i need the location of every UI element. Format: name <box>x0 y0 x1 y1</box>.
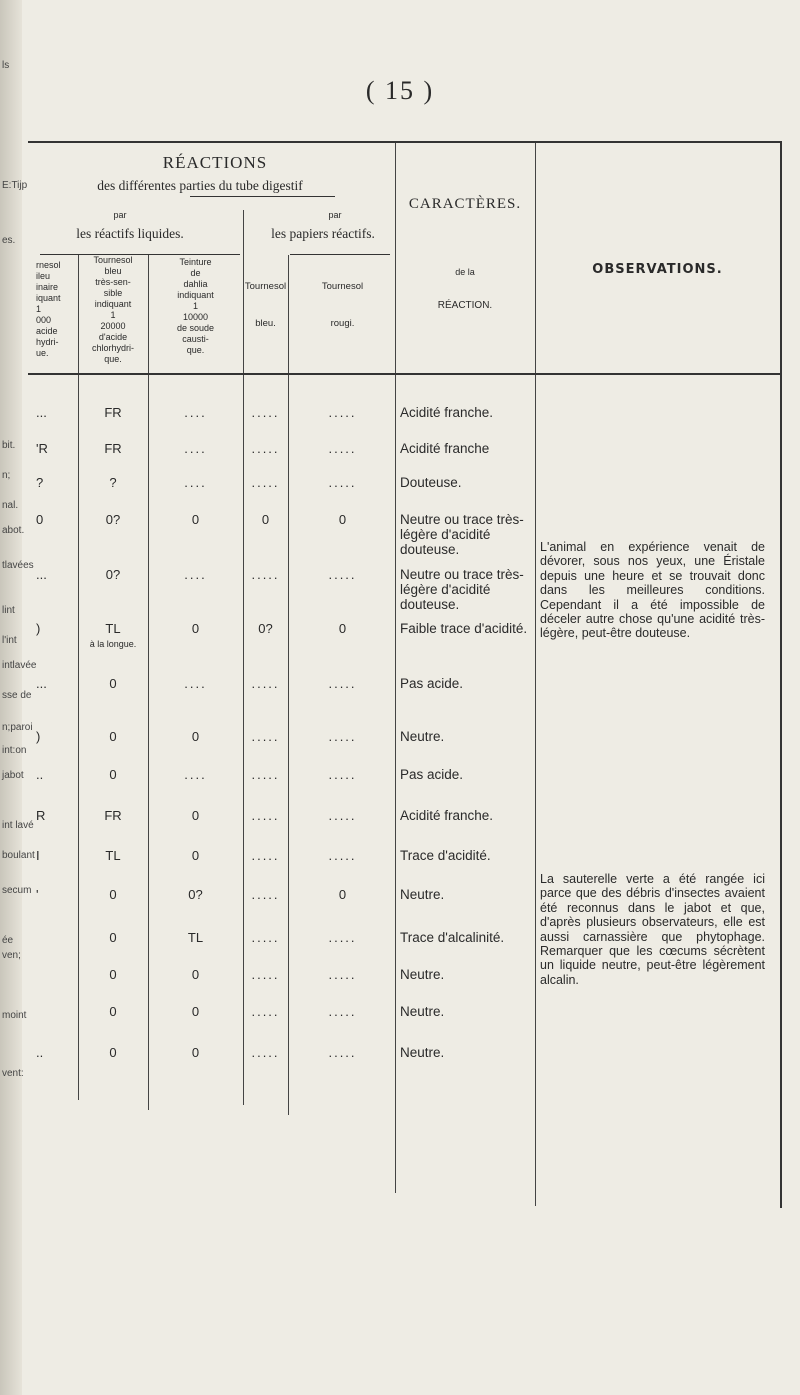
cell-col-b: FR <box>104 405 122 420</box>
cell-caracteres: Trace d'acidité. <box>400 848 491 863</box>
header-line: 000 <box>36 315 52 325</box>
header-line: Tournesol <box>93 255 133 265</box>
header-line: 10000 <box>182 312 209 322</box>
header-line: d'acide <box>98 332 128 342</box>
margin-fragment: n;paroi <box>2 722 33 733</box>
cell-col-c: TL <box>187 930 204 945</box>
cell-col-c: 0 <box>191 1045 200 1060</box>
header-line: 1 <box>192 301 198 311</box>
cell-col-a: ) <box>36 729 41 744</box>
cell-col-b: 0 <box>109 729 117 744</box>
cell-caracteres: Acidité franche. <box>400 405 494 420</box>
header-line: iquant <box>36 293 61 303</box>
cell-col-d: ..... <box>251 967 280 982</box>
cell-col-e: ..... <box>328 1004 357 1019</box>
cell-col-c: 0 <box>191 729 200 744</box>
cell-caracteres: Pas acide. <box>400 676 464 691</box>
cell-caracteres: Acidité franche <box>400 441 490 456</box>
cell-col-e: ..... <box>328 676 357 691</box>
reactions-subtitle: des différentes parties du tube digestif <box>97 178 303 193</box>
cell-col-c: 0 <box>191 512 200 527</box>
cell-col-e: ..... <box>328 1045 357 1060</box>
header-line: causti- <box>182 334 209 344</box>
header-line: Teinture <box>179 257 212 267</box>
margin-fragment: bit. <box>2 440 16 451</box>
column-a-header <box>36 260 76 359</box>
observation-first: L'animal en expérience venait de dévorer, sous nos yeux, une Éristale depuis une heure et se trouvait donc dans les meilleures conditions. Cependant il a été impossible de déceler autre chose qu'une acidité très-légère, peut-être douteuse. <box>540 540 765 641</box>
margin-fragment: jabot <box>2 770 24 781</box>
col-divider-f <box>535 143 536 1206</box>
cell-col-d: ..... <box>251 808 280 823</box>
margin-fragment: boulant <box>2 850 35 861</box>
cell-col-b: 0? <box>105 512 121 527</box>
margin-fragment: lint <box>2 605 15 616</box>
caracteres-title: CARACTÈRES. <box>408 196 522 212</box>
cell-col-b: TL <box>105 621 121 636</box>
cell-col-e: ..... <box>328 567 357 582</box>
cell-col-a: R <box>36 808 46 823</box>
cell-col-a: .. <box>36 1045 44 1060</box>
cell-col-d: ..... <box>251 405 280 420</box>
header-line: indiquant <box>94 299 132 309</box>
cell-col-e: ..... <box>328 729 357 744</box>
cell-col-c: .... <box>184 767 207 782</box>
cell-col-b: 0 <box>109 676 117 691</box>
cell-col-c: 0 <box>191 808 200 823</box>
col-divider-d <box>288 255 289 1115</box>
page-number: ( 15 ) <box>365 76 435 105</box>
cell-col-b: 0 <box>109 1004 117 1019</box>
header-line: ileu <box>36 271 51 281</box>
cell-col-e: ..... <box>328 441 357 456</box>
cell-col-d: ..... <box>251 930 280 945</box>
margin-fragment: es. <box>2 235 16 246</box>
reactions-title: RÉACTIONS <box>162 153 268 172</box>
header-line: de soude <box>176 323 215 333</box>
cell-col-d: ..... <box>251 1045 280 1060</box>
cell-col-e: 0 <box>338 621 347 636</box>
papers-underline <box>290 254 390 255</box>
cell-col-d: ..... <box>251 887 280 902</box>
par-papers-label: par <box>328 210 342 220</box>
header-line: très-sen- <box>95 277 131 287</box>
cell-col-b: FR <box>104 808 122 823</box>
cell-col-b: 0 <box>109 767 117 782</box>
margin-fragment: l'int <box>2 635 17 646</box>
header-line: chlorhydri- <box>91 343 134 353</box>
header-line: 20000 <box>100 321 126 331</box>
cell-col-a: 'R <box>36 441 48 456</box>
cell-col-b: 0 <box>109 1045 117 1060</box>
observation-second: La sauterelle verte a été rangée ici parce que des débris d'insectes avaient été reconnus dans le jabot et que, d'après plusieurs observateurs, elle est aussi carnassière que phytophage. Remarquer que les cœcums sécrètent un liquide neutre, peut-être légèrement alcalin. <box>540 872 765 987</box>
header-bottom-rule <box>28 373 780 375</box>
header-line: ue. <box>36 348 49 358</box>
header-line: inaire <box>36 282 59 292</box>
cell-col-e: ..... <box>328 405 357 420</box>
margin-fragment: secum <box>2 885 32 896</box>
cell-col-b: 0 <box>109 967 117 982</box>
column-c-header <box>148 257 243 356</box>
cell-col-a: ? <box>36 475 44 490</box>
margin-fragment: ls <box>2 60 10 71</box>
header-line: 1 <box>36 304 42 314</box>
cell-col-a: ... <box>36 567 47 582</box>
liquid-reagents-label: les réactifs liquides. <box>76 226 184 241</box>
cell-col-c: .... <box>184 567 207 582</box>
cell-col-b: 0 <box>109 930 117 945</box>
margin-fragment: ven; <box>2 950 21 961</box>
margin-fragment: ée <box>2 935 14 946</box>
cell-col-b: 0? <box>105 567 121 582</box>
cell-col-b: TL <box>105 848 121 863</box>
top-brace-line <box>190 196 335 197</box>
header-line: que. <box>104 354 122 364</box>
cell-caracteres: Neutre. <box>400 729 445 744</box>
column-d-header-2: bleu. <box>255 318 276 329</box>
cell-col-d: 0? <box>258 621 273 636</box>
cell-caracteres: Acidité franche. <box>400 808 494 823</box>
cell-col-d: ..... <box>251 1004 280 1019</box>
cell-caracteres: Trace d'alcalinité. <box>400 930 505 945</box>
header-line: hydri- <box>36 337 59 347</box>
cell-col-c: 0 <box>191 621 200 636</box>
cell-caracteres: Neutre. <box>400 887 445 902</box>
cell-col-b: ? <box>109 475 117 490</box>
cell-col-e: ..... <box>328 848 357 863</box>
observations-title: OBSERVATIONS. <box>592 262 723 277</box>
margin-fragment: tlavées <box>2 560 34 571</box>
margin-fragment: int:on <box>2 745 27 756</box>
cell-col-d: 0 <box>261 512 270 527</box>
header-line: de <box>190 268 201 278</box>
header-line: sible <box>103 288 123 298</box>
cell-col-d: ..... <box>251 475 280 490</box>
cell-col-d: ..... <box>251 676 280 691</box>
cell-caracteres: Neutre. <box>400 967 445 982</box>
margin-fragment: int lavé <box>2 820 34 831</box>
cell-col-e: ..... <box>328 767 357 782</box>
header-line: acide <box>36 326 58 336</box>
header-line: indiquant <box>177 290 214 300</box>
margin-fragment: E:Tijp <box>2 180 28 191</box>
cell-col-e: ..... <box>328 967 357 982</box>
margin-fragment: n; <box>2 470 11 481</box>
cell-col-d: ..... <box>251 767 280 782</box>
cell-col-a: ' <box>36 887 39 902</box>
cell-col-e: ..... <box>328 475 357 490</box>
cell-col-c: 0 <box>191 1004 200 1019</box>
cell-col-c: .... <box>184 441 207 456</box>
cell-col-e: ..... <box>328 930 357 945</box>
column-b-header <box>78 255 148 365</box>
cell-col-a: ... <box>36 405 47 420</box>
cell-caracteres: Faible trace d'acidité. <box>400 621 528 636</box>
header-line: dahlia <box>183 279 208 289</box>
cell-col-c: 0 <box>191 848 200 863</box>
par-liquids-label: par <box>113 210 127 220</box>
margin-fragment: nal. <box>2 500 19 511</box>
cell-caracteres: Neutre ou trace très-légère d'acidité douteuse. <box>400 567 524 612</box>
cell-caracteres: Neutre. <box>400 1004 445 1019</box>
cell-caracteres: Neutre ou trace très-légère d'acidité douteuse. <box>400 512 524 557</box>
cell-col-d: ..... <box>251 441 280 456</box>
column-e-header-1: Tournesol <box>321 281 364 292</box>
cell-col-d: ..... <box>251 567 280 582</box>
cell-col-b-note: à la longue. <box>89 639 137 649</box>
cell-col-a: I <box>36 848 40 863</box>
header-line: bleu <box>104 266 122 276</box>
cell-col-a: .. <box>36 767 44 782</box>
cell-col-a: ... <box>36 676 47 691</box>
cell-col-c: .... <box>184 676 207 691</box>
column-e-header-2: rougi. <box>330 318 355 329</box>
margin-fragment: moint <box>2 1010 27 1021</box>
reaction-label: RÉACTION. <box>437 300 493 311</box>
cell-col-c: .... <box>184 475 207 490</box>
margin-fragment: sse de <box>2 690 32 701</box>
paper-reagents-label: les papiers réactifs. <box>271 226 375 241</box>
header-line: que. <box>186 345 205 355</box>
cell-caracteres: Pas acide. <box>400 767 464 782</box>
cell-col-a: 0 <box>36 512 44 527</box>
cell-caracteres: Douteuse. <box>400 475 462 490</box>
cell-col-a: ) <box>36 621 41 636</box>
header-line: rnesol <box>36 260 61 270</box>
cell-col-c: 0 <box>191 967 200 982</box>
margin-fragment: vent: <box>2 1068 24 1079</box>
margin-fragment: abot. <box>2 525 25 536</box>
cell-col-d: ..... <box>251 729 280 744</box>
header-line: 1 <box>110 310 116 320</box>
cell-col-e: ..... <box>328 808 357 823</box>
cell-col-e: 0 <box>338 512 347 527</box>
cell-col-e: 0 <box>338 887 347 902</box>
cell-col-b: 0 <box>109 887 117 902</box>
cell-col-b: FR <box>104 441 122 456</box>
cell-caracteres: Neutre. <box>400 1045 445 1060</box>
cell-col-c: .... <box>184 405 207 420</box>
cell-col-d: ..... <box>251 848 280 863</box>
cell-col-c: 0? <box>188 887 203 902</box>
de-la-label: de la <box>455 267 475 277</box>
column-d-header-1: Tournesol <box>244 281 287 292</box>
margin-fragment: intlavée <box>2 660 37 671</box>
